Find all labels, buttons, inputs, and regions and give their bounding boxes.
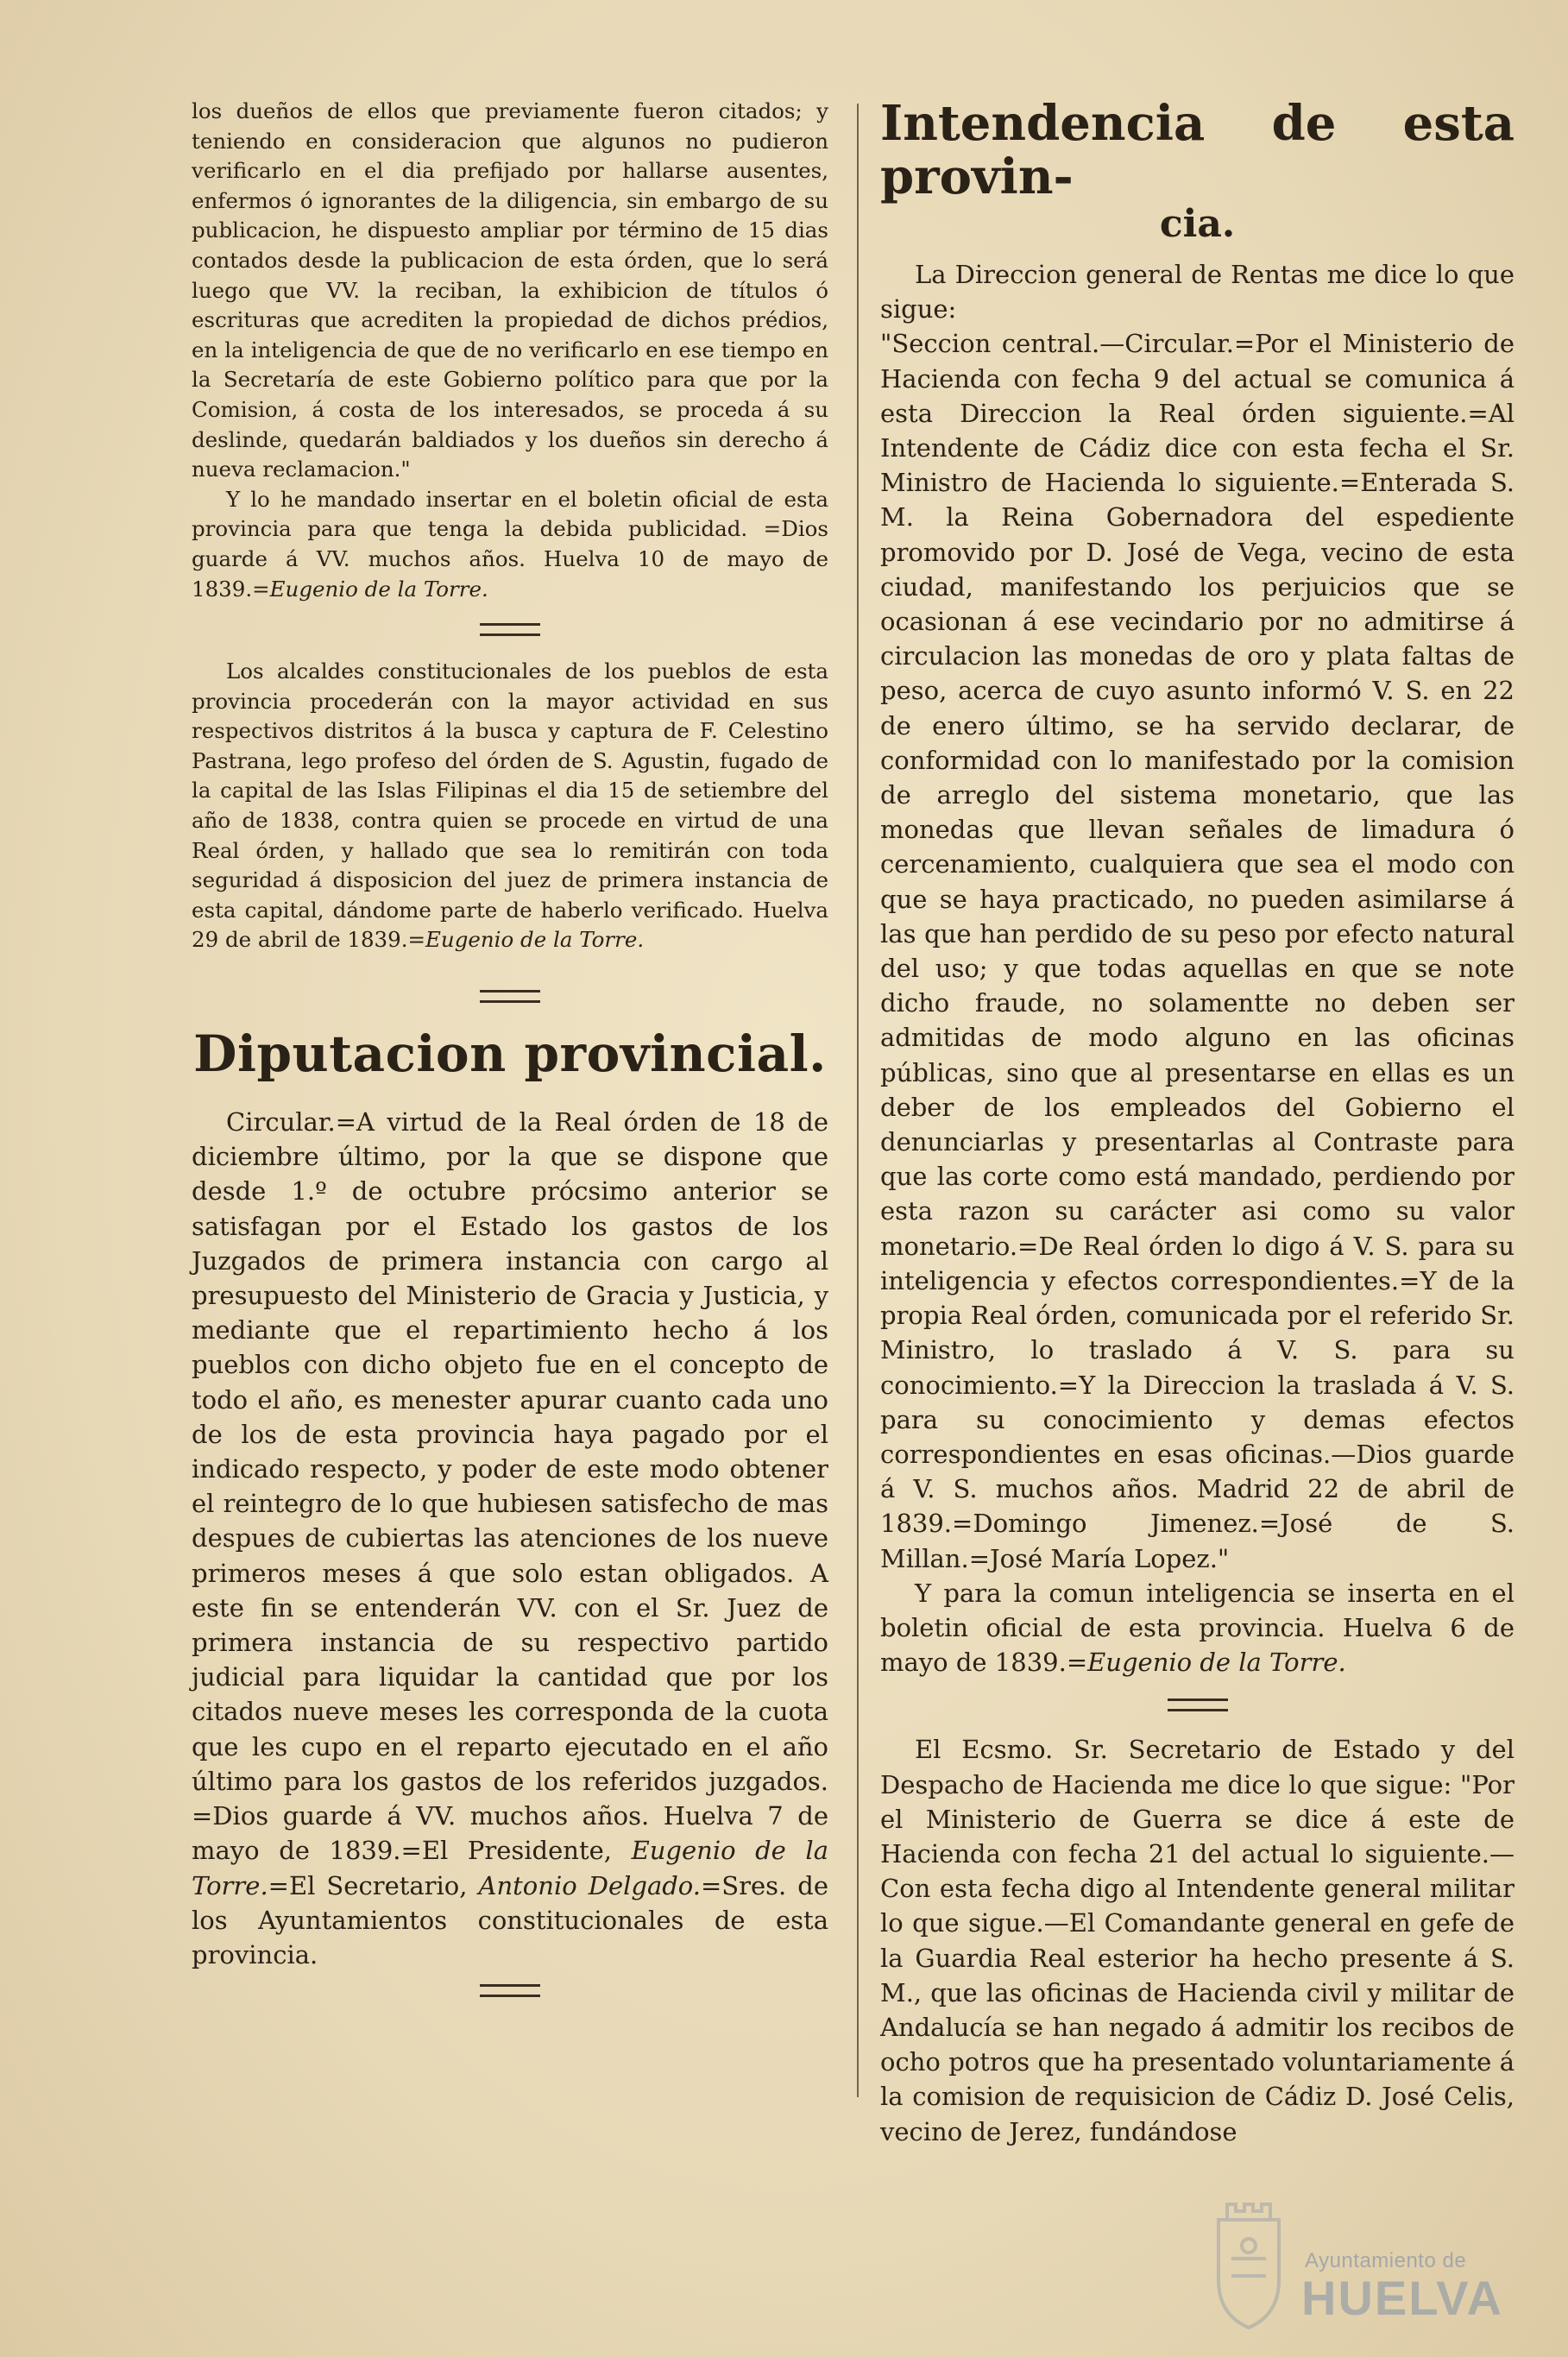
left-paragraph-4 bbox=[192, 1105, 828, 1972]
section-heading-diputacion: Diputacion provincial. bbox=[193, 1024, 827, 1084]
section-heading-intendencia-cont: cia. bbox=[1159, 202, 1236, 246]
left-column bbox=[192, 97, 828, 2018]
left-paragraph-1: los dueños de ellos que previamente fueron citados; y teniendo en consideracion que algunos no pudieron verificarlo en el dia prefijado por hallarse ausentes, enfermos ó ignorantes de la diligencia, sin embargo de su publicacion, he dispuesto ampliar por término de 15 dias contados desde la publicacion de esta órden, que lo será luego que VV. la reciban, la exhibicion de títulos ó escrituras que acrediten la propiedad de dichos prédios, en la inteligencia de que de no verificarlo en ese tiempo en la Secretaría de este Gobierno político para que por la Comision, á costa de los interesados, se proceda á su deslinde, quedarán baldiados y los dueños sin derecho á nueva reclamacion." bbox=[192, 98, 828, 482]
section-separator bbox=[1168, 1698, 1228, 1711]
section-separator bbox=[480, 990, 540, 1003]
right-column bbox=[880, 97, 1514, 2149]
watermark-line-2: HUELVA bbox=[1301, 2271, 1503, 2325]
right-paragraph-3-signature: =Eugenio de la Torre. bbox=[1066, 1648, 1346, 1678]
column-divider bbox=[857, 104, 859, 2097]
watermark-line-1: Ayuntamiento de bbox=[1305, 2249, 1467, 2272]
left-paragraph-4-end: =Sres. de los Ayuntamientos constitucionales de esta provincia. bbox=[192, 1870, 829, 1969]
left-paragraph-2 bbox=[192, 485, 828, 604]
left-paragraph-4-mid: =El Secretario, bbox=[268, 1870, 468, 1900]
right-paragraph-4: El Ecsmo. Sr. Secretario de Estado y del Despacho de Hacienda me dice lo que sigue: "Por el Ministerio de Guerra se dice á este de Hacienda con fecha 21 del actual lo siguiente.—Con esta fecha digo al Intendente general militar lo que sigue.—El Comandante general en gefe de la Guardia Real esterior ha hecho presente á S. M., que las oficinas de Hacienda civil y militar de Andalucía se han negado á admitir los recibos de ocho potros que ha presentado voluntariamente á la comision de requisicion de Cádiz D. José Celis, vecino de Jerez, fundándose bbox=[880, 1735, 1514, 2146]
right-paragraph-2: "Seccion central.—Circular.=Por el Ministerio de Hacienda con fecha 9 del actual se comunica á esta Direccion la Real órden siguiente.=Al Intendente de Cádiz dice con esta fecha el Sr. Ministro de Hacienda lo siguiente.=Enterada S. M. la Reina Gobernadora del espediente promovido por D. José de Vega, vecino de esta ciudad, manifestando los perjuicios que se ocasionan á ese vecindario por no admitirse á circulacion las monedas de oro y plata faltas de peso, acerca de cuyo asunto informó V. S. en 22 de enero último, se ha servido declarar, de conformidad con lo manifestado por la comision de arreglo del sistema monetario, que las monedas que llevan señales de limadura ó cercenamiento, cualquiera que sea el modo con que se haya practicado, no pueden asimilarse á las que han perdido de su peso por efecto natural del uso; y que todas aquellas en que se note dicho fraude, no solamentte no deben ser admitidas de modo alguno en las oficinas públicas, sino que al presentarse en ellas es un deber de los empleados del Gobierno el denunciarlas y presentarlas al Contraste para que las corte como está mandado, perdiendo por esta razon su carácter asi como su valor monetario.=De Real órden lo digo á V. S. para su inteligencia y efectos correspondientes.=Y de la propia Real órden, comunicada por el referido Sr. Ministro, lo traslado á V. S. para su conocimiento.=Y la Direccion la traslada á V. S. para su conocimiento y demas efectos correspondientes en esas oficinas.—Dios guarde á V. S. muchos años. Madrid 22 de abril de 1839.=Domingo Jimenez.=José de S. Millan.=José María Lopez." bbox=[880, 329, 1514, 1573]
right-paragraph-3-text: Y para la comun inteligencia se inserta en el boletin oficial de esta provincia. Huelva 6 de mayo de 1839. bbox=[880, 1578, 1514, 1678]
left-paragraph-4-signature-secretary: Antonio Delgado. bbox=[478, 1870, 701, 1900]
left-paragraph-2-signature: =Eugenio de la Torre. bbox=[252, 576, 488, 602]
left-paragraph-4-text: Circular.=A virtud de la Real órden de 18 de diciembre último, por la que se dispone que desde 1.º de octubre prócsimo anterior se satisfagan por el Estado los gastos de los Juzgados de primera instancia con cargo al presupuesto del Ministerio de Gracia y Justicia, y mediante que el repartimiento hecho á los pueblos con dicho objeto fue en el concepto de todo el año, es menester apurar cuanto cada uno de los de esta provincia haya pagado por el indicado respecto, y poder de este modo obtener el reintegro de lo que hubiesen satisfecho de mas despues de cubiertas las atenciones de los nueve primeros meses á que solo estan obligados. A este fin se entenderán VV. con el Sr. Juez de primera instancia de su respectivo partido judicial para liquidar la cantidad que por los citados nueve meses les corresponda de la cuota que les cupo en el reparto ejecutado en el año último para los gastos de los referidos juzgados. =Dios guarde á VV. muchos años. Huelva 7 de mayo de 1839.=El Presidente, bbox=[192, 1107, 828, 1866]
section-separator bbox=[480, 623, 540, 636]
left-paragraph-3-signature: =Eugenio de la Torre. bbox=[407, 927, 645, 953]
left-paragraph-3-text: Los alcaldes constitucionales de los pueblos de esta provincia procederán con la mayor actividad en sus respectivos distritos á la busca y captura de F. Celestino Pastrana, lego profeso del órden de S. Agustin, fugado de la capital de las Islas Filipinas el dia 15 de setiembre del año de 1838, contra quien se procede en virtud de una Real órden, y hallado que sea lo remitirán con toda seguridad á disposicion del juez de primera instancia de esta capital, dándome parte de haberlo verificado. Huelva 29 de abril de 1839. bbox=[192, 659, 828, 953]
section-separator bbox=[480, 1984, 540, 1997]
right-paragraph-1: La Direccion general de Rentas me dice lo que sigue: bbox=[880, 260, 1514, 325]
left-paragraph-2-text: Y lo he mandado insertar en el boletin oficial de esta provincia para que tenga la debida publicidad. =Dios guarde á VV. muchos años. Huelva 10 de mayo de 1839. bbox=[192, 486, 828, 602]
section-heading-intendencia: Intendencia de esta provin- bbox=[880, 95, 1514, 205]
left-paragraph-3 bbox=[192, 657, 828, 955]
left-paragraph-4-signature-president: Eugenio de la Torre. bbox=[192, 1836, 828, 1900]
right-paragraph-3 bbox=[880, 1576, 1514, 1680]
